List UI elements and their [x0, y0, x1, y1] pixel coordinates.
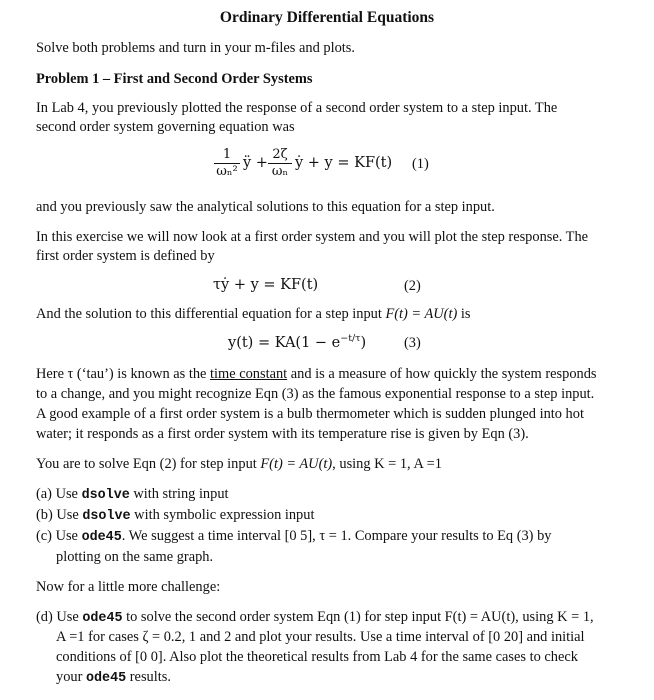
item-a-code: dsolve: [81, 488, 130, 503]
equation-3: [228, 333, 366, 351]
eq3-main: y(t) = KA(1 − e: [228, 334, 341, 351]
item-d-line2: A =1 for cases ζ = 0.2, 1 and 2 and plot your results. Use a time interval of [0 20] and initial: [56, 629, 585, 645]
item-c-post: . We suggest a time interval [0 5], τ = 1. Compare your results to Eq (3) by: [121, 528, 552, 544]
item-b-code: dsolve: [82, 509, 131, 524]
eq3-close: ): [360, 334, 367, 351]
para6-suffix: , using K = 1, A =1: [332, 456, 442, 472]
item-d-line1: [36, 608, 594, 628]
eq1-frac1-numerator: 1: [222, 147, 232, 162]
para3-line1: In this exercise we will now look at a first order system and you will plot the step response. The: [36, 229, 589, 245]
item-a-pre: (a) Use: [36, 486, 82, 502]
item-b-pre: (b) Use: [36, 507, 83, 523]
item-b-post: with symbolic expression input: [130, 507, 315, 523]
para2-text: and you previously saw the analytical solutions to this equation for a step input.: [36, 199, 495, 215]
para5-line1-pre: Here τ (‘tau’) is known as the: [36, 366, 211, 382]
eq1-rest: ẏ + y = KF(t): [295, 155, 393, 171]
item-c: [36, 527, 551, 547]
eq3-exponent: −t/τ: [340, 333, 361, 344]
item-c-pre: (c) Use: [36, 528, 82, 544]
item-d-line4-code: ode45: [85, 671, 127, 686]
page-title: Ordinary Differential Equations: [219, 9, 435, 26]
para6-math: F(t) = AU(t): [260, 456, 333, 472]
para5-line1-post: and is a measure of how quickly the system responds: [287, 366, 597, 382]
item-c-line2: plotting on the same graph.: [56, 549, 214, 565]
para6-prefix: You are to solve Eqn (2) for step input: [36, 456, 261, 472]
eq1-frac2-numerator: 2ζ: [272, 147, 288, 162]
para5-line2: to a change, and you might recognize Eqn (3) as the famous exponential response to a step input.: [36, 386, 595, 402]
eq1-fraction-2: [268, 148, 292, 179]
challenge-text: Now for a little more challenge:: [36, 579, 221, 595]
para5-line1: [36, 365, 597, 383]
eq1-number: (1): [412, 156, 429, 172]
intro-text: Solve both problems and turn in your m-files and plots.: [36, 40, 355, 56]
item-d-code: ode45: [82, 611, 123, 626]
eq1-frac1-denominator: ωₙ²: [216, 164, 238, 179]
item-d-pre: (d) Use: [36, 609, 83, 625]
para4-prefix: And the solution to this differential equation for a step input: [36, 306, 386, 322]
para1-line1: In Lab 4, you previously plotted the response of a second order system to a step input. The: [36, 100, 558, 116]
eq1-term1: ÿ +: [243, 155, 268, 171]
item-b: [36, 506, 314, 526]
item-a: [36, 485, 229, 505]
eq3-number: (3): [404, 335, 421, 351]
item-d-line4: [56, 668, 171, 688]
eq2-number: (2): [404, 278, 421, 294]
item-a-post: with string input: [129, 486, 229, 502]
item-c-code: ode45: [81, 530, 122, 545]
para4-text: [36, 305, 470, 323]
para6-text: [36, 455, 442, 473]
para1-line2: second order system governing equation was: [36, 119, 295, 135]
eq1-frac2-denominator: ωₙ: [271, 164, 289, 179]
time-constant-term: time constant: [210, 366, 288, 382]
eq1-fraction-1: [214, 148, 240, 179]
para5-line3: A good example of a first order system is a bulb thermometer which is sudden plunged into hot: [36, 406, 584, 422]
para4-math: F(t) = AU(t): [385, 306, 458, 322]
para5-line4: water; it responds as a first order system with its temperature rise is given by Eqn (3).: [36, 426, 529, 442]
para4-suffix: is: [457, 306, 471, 322]
para3-line2: first order system is defined by: [36, 248, 215, 264]
item-d-line1-post: to solve the second order system Eqn (1) for step input F(t) = AU(t), using K = 1,: [122, 609, 594, 625]
problem-heading: Problem 1 – First and Second Order Systems: [36, 71, 313, 87]
item-d-line4-post: results.: [126, 669, 171, 685]
equation-2: τẏ + y = KF(t): [213, 277, 319, 293]
item-d-line3: conditions of [0 0]. Also plot the theoretical results from Lab 4 for the same cases to check: [56, 649, 578, 665]
item-d-line4-pre: your: [56, 669, 86, 685]
